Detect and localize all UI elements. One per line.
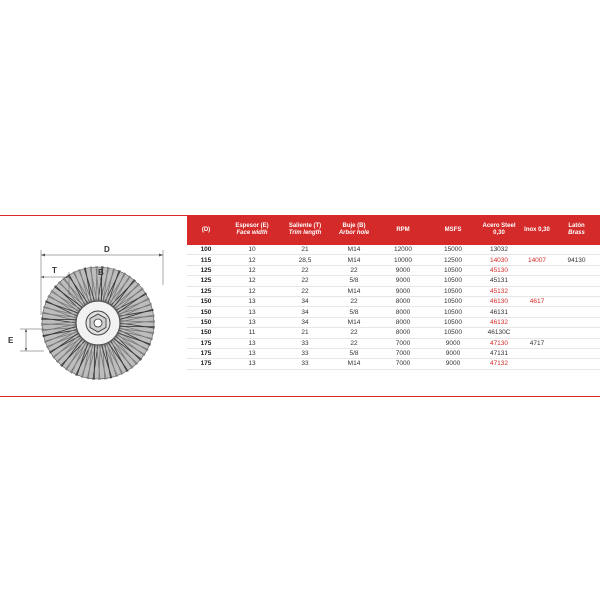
cell-t: 21 [279,245,331,255]
column-header [377,215,429,245]
column-header-label: RPM [396,226,410,233]
cell-e: 13 [225,296,279,306]
cell-d: 150 [187,296,225,306]
cell-e: 13 [225,338,279,348]
cell-rpm: 9000 [377,276,429,286]
cell-t: 28,5 [279,255,331,265]
table-row [187,359,600,369]
cell-b: 5/8 [331,307,377,317]
table-row [187,338,600,348]
cell-msfs: 10500 [429,296,477,306]
table-header-row [187,215,600,245]
cell-b: M14 [331,317,377,327]
cell-rpm: 7000 [377,338,429,348]
table-row [187,255,600,265]
column-header [225,215,279,245]
cell-t: 22 [279,286,331,296]
table-row [187,348,600,358]
column-header-label: Inox 0,30 [524,226,550,233]
cell-steel: 14030 [477,255,521,265]
cell-e: 12 [225,265,279,275]
cell-brass: 94130 [553,255,600,265]
cell-steel: 45132 [477,286,521,296]
cell-e: 10 [225,245,279,255]
cell-d: 115 [187,255,225,265]
cell-e: 11 [225,328,279,338]
cell-inox: 4717 [521,338,553,348]
cell-msfs: 10500 [429,276,477,286]
cell-msfs: 10500 [429,265,477,275]
cell-b: 22 [331,338,377,348]
cell-brass [553,286,600,296]
cell-e: 12 [225,276,279,286]
cell-inox: 4617 [521,296,553,306]
cell-inox [521,265,553,275]
cell-t: 22 [279,276,331,286]
cell-rpm: 12000 [377,245,429,255]
cell-msfs: 9000 [429,359,477,369]
cell-b: M14 [331,255,377,265]
table-row [187,317,600,327]
label-t: T [52,266,57,275]
cell-inox [521,359,553,369]
table-row [187,328,600,338]
cell-b: 5/8 [331,348,377,358]
cell-b: M14 [331,245,377,255]
cell-b: 5/8 [331,276,377,286]
cell-rpm: 8000 [377,307,429,317]
cell-brass [553,245,600,255]
table-row [187,296,600,306]
column-header-label: Saliente (T) [288,223,322,229]
cell-e: 13 [225,359,279,369]
cell-steel: 46130C [477,328,521,338]
cell-d: 125 [187,276,225,286]
cell-brass [553,338,600,348]
cell-e: 13 [225,348,279,358]
cell-t: 33 [279,348,331,358]
cell-steel: 46132 [477,317,521,327]
cell-d: 150 [187,328,225,338]
column-header [429,215,477,245]
column-header-english: Brass [568,230,585,236]
cell-rpm: 10000 [377,255,429,265]
cell-brass [553,328,600,338]
cell-e: 12 [225,286,279,296]
label-b: B [98,268,104,277]
cell-t: 34 [279,296,331,306]
cell-rpm: 8000 [377,328,429,338]
cell-t: 22 [279,265,331,275]
cell-msfs: 9000 [429,338,477,348]
column-header-english: Arbor hole [338,230,370,236]
column-header [331,215,377,245]
cell-d: 175 [187,348,225,358]
cell-brass [553,317,600,327]
cell-rpm: 7000 [377,359,429,369]
cell-rpm: 9000 [377,286,429,296]
cell-brass [553,296,600,306]
cell-inox: 14007 [521,255,553,265]
cell-b: M14 [331,286,377,296]
column-header-label: Acero Steel 0,30 [482,223,516,236]
cell-msfs: 10500 [429,317,477,327]
table-row [187,276,600,286]
cell-rpm: 7000 [377,348,429,358]
cell-d: 125 [187,286,225,296]
cell-msfs: 10500 [429,307,477,317]
cell-steel: 46131 [477,307,521,317]
cell-brass [553,348,600,358]
column-header [553,215,600,245]
cell-inox [521,245,553,255]
cell-inox [521,348,553,358]
label-e: E [8,336,14,345]
cell-inox [521,317,553,327]
column-header [279,215,331,245]
column-header-label: Espesor (E) [235,223,269,229]
cell-msfs: 10500 [429,328,477,338]
column-header [477,215,521,245]
cell-steel: 47130 [477,338,521,348]
cell-msfs: 12500 [429,255,477,265]
cell-msfs: 9000 [429,348,477,358]
column-header [521,215,553,245]
cell-inox [521,286,553,296]
table-row [187,286,600,296]
cell-t: 33 [279,359,331,369]
cell-d: 150 [187,317,225,327]
cell-rpm: 9000 [377,265,429,275]
cell-inox [521,307,553,317]
cell-e: 12 [225,255,279,265]
cell-rpm: 8000 [377,317,429,327]
cell-e: 13 [225,307,279,317]
cell-d: 125 [187,265,225,275]
cell-b: 22 [331,328,377,338]
cell-inox [521,276,553,286]
cell-t: 33 [279,338,331,348]
cell-steel: 47132 [477,359,521,369]
cell-d: 100 [187,245,225,255]
table-row [187,245,600,255]
cell-brass [553,276,600,286]
cell-brass [553,265,600,275]
cell-msfs: 10500 [429,286,477,296]
table-row [187,265,600,275]
cell-d: 150 [187,307,225,317]
cell-rpm: 8000 [377,296,429,306]
column-header-label: (D) [201,226,211,233]
table-body [187,245,600,369]
column-header-english: Trim length [288,230,322,236]
cell-brass [553,307,600,317]
column-header [187,215,225,245]
cell-e: 13 [225,317,279,327]
column-header-label: MSFS [444,226,462,233]
column-header-english: Face width [236,230,268,236]
label-d: D [104,245,110,254]
cell-steel: 47131 [477,348,521,358]
table-row [187,307,600,317]
product-spec-table [187,215,600,370]
cell-b: 22 [331,265,377,275]
cell-d: 175 [187,359,225,369]
cell-b: 22 [331,296,377,306]
cell-t: 34 [279,307,331,317]
cell-steel: 46130 [477,296,521,306]
cell-t: 34 [279,317,331,327]
cell-steel: 45130 [477,265,521,275]
cell-inox [521,328,553,338]
column-header-label: Buje (B) [342,223,366,229]
cell-t: 21 [279,328,331,338]
cell-b: M14 [331,359,377,369]
cell-brass [553,359,600,369]
cell-msfs: 15000 [429,245,477,255]
cell-steel: 45131 [477,276,521,286]
wire-wheel-drawing [0,225,185,385]
wire-wheel-diagram [0,225,185,385]
cell-d: 175 [187,338,225,348]
column-header-label: Latón [568,223,585,229]
cell-steel: 13032 [477,245,521,255]
